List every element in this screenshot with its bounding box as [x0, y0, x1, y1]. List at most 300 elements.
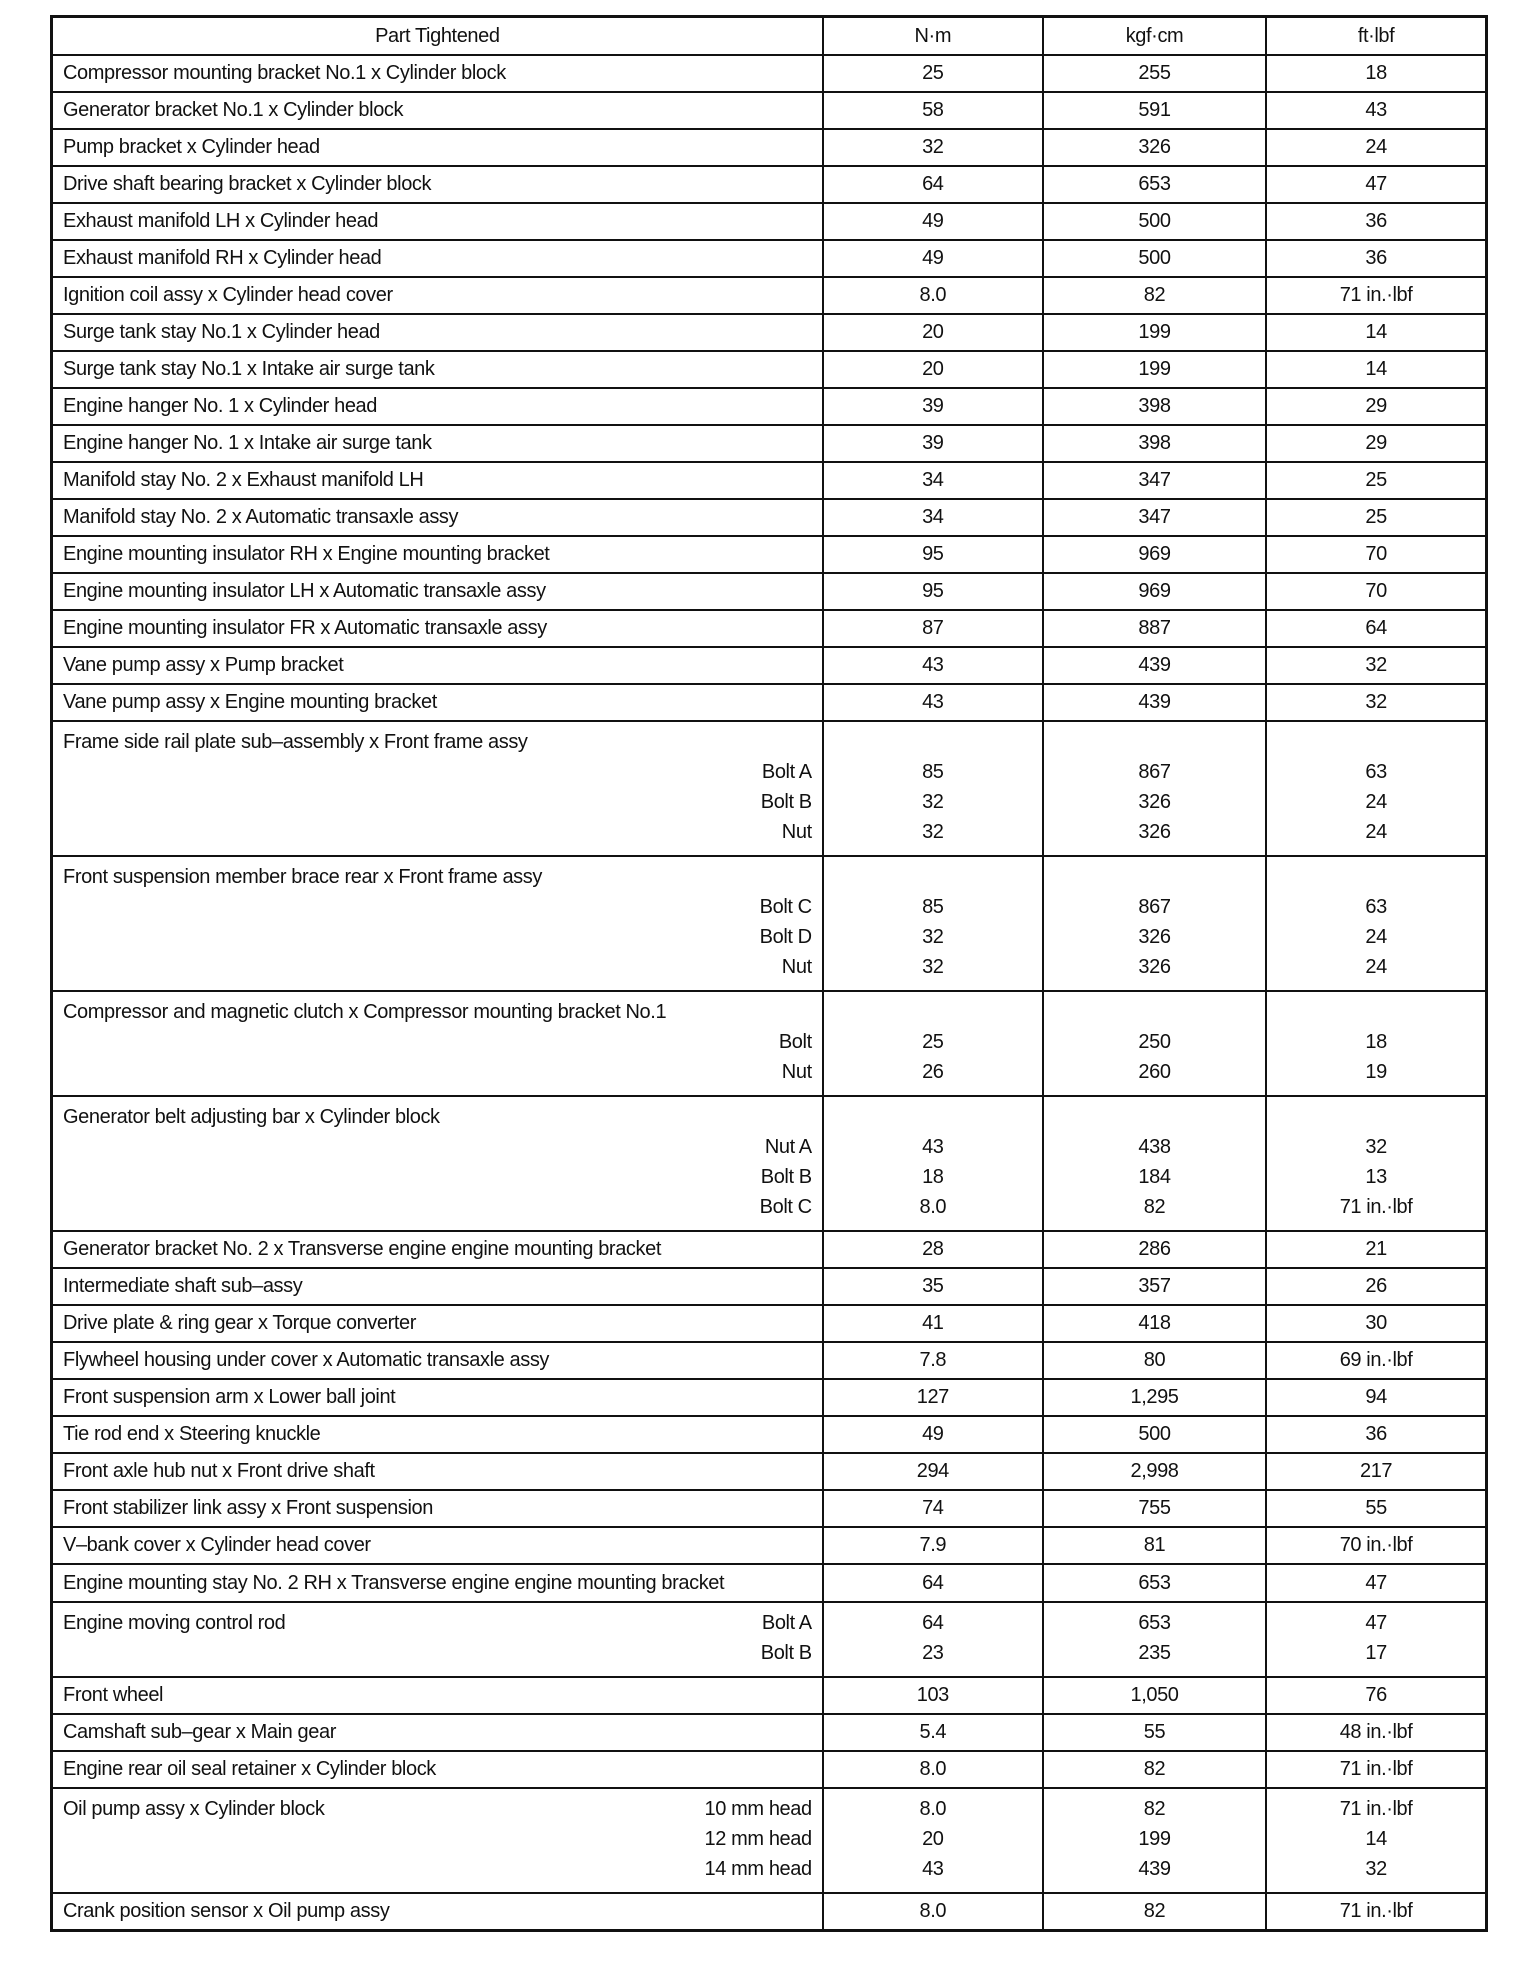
value-ft: 36 [1365, 1423, 1387, 1445]
ft-lbf-cell [1266, 351, 1486, 388]
value-nm: 5.4 [919, 1721, 947, 1743]
kgf-cm-cell [1043, 610, 1266, 647]
value-ft: 64 [1365, 617, 1387, 639]
value-nm: 49 [922, 1423, 944, 1445]
part-cell [52, 1602, 823, 1677]
line [63, 1824, 812, 1854]
value-nm: 8.0 [919, 1196, 947, 1218]
nm-cell [823, 351, 1043, 388]
table-row [52, 166, 1487, 203]
nm-cell [823, 314, 1043, 351]
value-ft: 63 [1365, 761, 1387, 783]
fastener-label: Bolt B [760, 1166, 812, 1188]
line [1054, 1715, 1255, 1750]
line [63, 315, 812, 350]
line [1054, 1894, 1255, 1929]
value-ft: 47 [1365, 173, 1387, 195]
value-kgf: 653 [1138, 1572, 1171, 1594]
line [1277, 685, 1475, 720]
table-row [52, 573, 1487, 610]
line [1054, 426, 1255, 461]
kgf-cm-cell [1043, 856, 1266, 991]
line [1277, 426, 1475, 461]
kgf-cm-cell [1043, 240, 1266, 277]
nm-cell [823, 1231, 1043, 1268]
line [834, 1343, 1032, 1378]
line [1054, 574, 1255, 609]
value-ft: 26 [1365, 1275, 1387, 1297]
nm-cell [823, 1893, 1043, 1931]
value-ft: 71 in.·lbf [1339, 1196, 1413, 1218]
line [1277, 1417, 1475, 1452]
line [1054, 1454, 1255, 1489]
part-label: Intermediate shaft sub–assy [63, 1275, 303, 1297]
line [1277, 1854, 1475, 1884]
part-cell [52, 647, 823, 684]
line [1277, 1824, 1475, 1854]
line [834, 463, 1032, 498]
line [63, 574, 812, 609]
line [1277, 1132, 1475, 1162]
value-ft: 71 in.·lbf [1339, 1900, 1413, 1922]
line [63, 1380, 812, 1415]
line [1277, 278, 1475, 313]
line [1054, 1232, 1255, 1267]
line [63, 1162, 812, 1192]
value-ft: 76 [1365, 1684, 1387, 1706]
line [1277, 787, 1475, 817]
line [834, 1715, 1032, 1750]
line [1054, 892, 1255, 922]
value-kgf: 653 [1138, 1612, 1171, 1634]
line [63, 817, 812, 847]
value-kgf: 235 [1138, 1642, 1171, 1664]
line [1277, 167, 1475, 202]
part-label: Compressor and magnetic clutch x Compressor mounting bracket No.1 [63, 1001, 667, 1023]
line [1277, 1491, 1475, 1526]
value-nm: 25 [922, 62, 944, 84]
value-ft: 36 [1365, 210, 1387, 232]
nm-cell [823, 610, 1043, 647]
line [1054, 1057, 1255, 1087]
table-row [52, 1231, 1487, 1268]
line [834, 648, 1032, 683]
ft-lbf-cell [1266, 1305, 1486, 1342]
line [834, 952, 1032, 982]
nm-cell [823, 55, 1043, 92]
value-nm: 18 [922, 1166, 944, 1188]
part-cell [52, 610, 823, 647]
value-ft: 14 [1365, 321, 1387, 343]
line [63, 1528, 812, 1563]
part-label: Surge tank stay No.1 x Cylinder head [63, 321, 380, 343]
line [63, 1794, 812, 1824]
part-label: Tie rod end x Steering knuckle [63, 1423, 321, 1445]
kgf-cm-cell [1043, 536, 1266, 573]
value-ft: 18 [1365, 1031, 1387, 1053]
line-spacer [1054, 997, 1255, 1027]
line [63, 727, 812, 757]
line [1277, 1343, 1475, 1378]
value-kgf: 250 [1138, 1031, 1171, 1053]
nm-cell [823, 991, 1043, 1096]
table-row [52, 277, 1487, 314]
line [1054, 648, 1255, 683]
ft-lbf-cell [1266, 610, 1486, 647]
value-nm: 95 [922, 543, 944, 565]
line [63, 1678, 812, 1713]
line [1054, 537, 1255, 572]
kgf-cm-cell [1043, 1342, 1266, 1379]
kgf-cm-cell [1043, 1751, 1266, 1788]
part-cell [52, 1096, 823, 1231]
value-nm: 34 [922, 469, 944, 491]
part-cell [52, 721, 823, 856]
line [834, 574, 1032, 609]
line [834, 611, 1032, 646]
line [1277, 352, 1475, 387]
line [834, 892, 1032, 922]
value-ft: 69 in.·lbf [1339, 1349, 1413, 1371]
line [834, 1192, 1032, 1222]
part-label: Pump bracket x Cylinder head [63, 136, 320, 158]
fastener-label: Bolt [778, 1031, 812, 1053]
table-row [52, 1268, 1487, 1305]
line [1054, 1343, 1255, 1378]
line [63, 862, 812, 892]
ft-lbf-cell [1266, 1602, 1486, 1677]
nm-cell [823, 1305, 1043, 1342]
value-nm: 64 [922, 1572, 944, 1594]
line [1277, 130, 1475, 165]
value-nm: 26 [922, 1061, 944, 1083]
value-ft: 32 [1365, 654, 1387, 676]
part-label: Front suspension arm x Lower ball joint [63, 1386, 396, 1408]
value-nm: 64 [922, 1612, 944, 1634]
value-kgf: 81 [1143, 1534, 1166, 1556]
kgf-cm-cell [1043, 1268, 1266, 1305]
kgf-cm-cell [1043, 1453, 1266, 1490]
part-label: Vane pump assy x Pump bracket [63, 654, 344, 676]
part-cell [52, 388, 823, 425]
part-label: Engine moving control rod [63, 1612, 286, 1634]
part-cell [52, 1527, 823, 1564]
value-ft: 29 [1365, 432, 1387, 454]
ft-lbf-cell [1266, 240, 1486, 277]
line-spacer [1277, 862, 1475, 892]
part-cell [52, 856, 823, 991]
line [1054, 1192, 1255, 1222]
line [834, 278, 1032, 313]
fastener-label: Bolt A [761, 761, 812, 783]
line [1054, 952, 1255, 982]
part-cell [52, 536, 823, 573]
part-cell [52, 1305, 823, 1342]
line [1054, 278, 1255, 313]
nm-cell [823, 573, 1043, 610]
value-kgf: 184 [1138, 1166, 1171, 1188]
value-nm: 8.0 [919, 1798, 947, 1820]
nm-cell [823, 499, 1043, 536]
value-nm: 43 [922, 1858, 944, 1880]
kgf-cm-cell [1043, 1096, 1266, 1231]
line [63, 1132, 812, 1162]
ft-lbf-cell [1266, 55, 1486, 92]
value-ft: 14 [1365, 1828, 1387, 1850]
ft-lbf-cell [1266, 647, 1486, 684]
kgf-cm-cell [1043, 55, 1266, 92]
part-label: Front wheel [63, 1684, 164, 1706]
value-ft: 32 [1365, 1136, 1387, 1158]
part-cell [52, 1490, 823, 1527]
line [63, 93, 812, 128]
line [1277, 892, 1475, 922]
value-nm: 294 [916, 1460, 949, 1482]
table-row [52, 1342, 1487, 1379]
line [1054, 817, 1255, 847]
value-kgf: 326 [1138, 956, 1171, 978]
value-ft: 70 in.·lbf [1339, 1534, 1413, 1556]
ft-lbf-cell [1266, 856, 1486, 991]
part-label: Engine mounting insulator LH x Automatic transaxle assy [63, 580, 546, 602]
ft-lbf-cell [1266, 499, 1486, 536]
line [834, 1162, 1032, 1192]
line [1054, 352, 1255, 387]
value-kgf: 887 [1138, 617, 1171, 639]
nm-cell [823, 721, 1043, 856]
line [834, 315, 1032, 350]
ft-lbf-cell [1266, 314, 1486, 351]
line [1277, 389, 1475, 424]
table-row [52, 721, 1487, 856]
value-ft: 71 in.·lbf [1339, 1798, 1413, 1820]
fastener-label: 14 mm head [704, 1858, 812, 1880]
value-nm: 43 [922, 654, 944, 676]
line [63, 537, 812, 572]
fastener-label: Bolt C [759, 1196, 812, 1218]
table-row [52, 1564, 1487, 1602]
line [63, 1491, 812, 1526]
line [1054, 130, 1255, 165]
value-nm: 85 [922, 896, 944, 918]
table-row [52, 462, 1487, 499]
line [63, 1192, 812, 1222]
value-ft: 43 [1365, 99, 1387, 121]
value-kgf: 347 [1138, 469, 1171, 491]
nm-cell [823, 684, 1043, 721]
kgf-cm-cell [1043, 1527, 1266, 1564]
torque-spec-table [50, 15, 1488, 1932]
value-nm: 23 [922, 1642, 944, 1664]
line [63, 1417, 812, 1452]
kgf-cm-cell [1043, 1231, 1266, 1268]
fastener-label: Nut A [764, 1136, 812, 1158]
kgf-cm-cell [1043, 647, 1266, 684]
value-kgf: 55 [1143, 1721, 1166, 1743]
line [1277, 1057, 1475, 1087]
value-ft: 17 [1365, 1642, 1387, 1664]
table-row [52, 425, 1487, 462]
line [63, 1057, 812, 1087]
ft-lbf-cell [1266, 1893, 1486, 1931]
part-cell [52, 1379, 823, 1416]
line [834, 1752, 1032, 1787]
value-nm: 87 [922, 617, 944, 639]
value-ft: 70 [1365, 580, 1387, 602]
value-nm: 43 [922, 691, 944, 713]
value-kgf: 326 [1138, 791, 1171, 813]
kgf-cm-cell [1043, 684, 1266, 721]
value-ft: 21 [1365, 1238, 1387, 1260]
line [63, 500, 812, 535]
part-cell [52, 499, 823, 536]
value-nm: 8.0 [919, 284, 947, 306]
value-nm: 64 [922, 173, 944, 195]
line-spacer [1277, 997, 1475, 1027]
line [834, 1491, 1032, 1526]
nm-cell [823, 1268, 1043, 1305]
line [63, 952, 812, 982]
nm-cell [823, 1677, 1043, 1714]
line [834, 1608, 1032, 1638]
line [1277, 757, 1475, 787]
part-label: Exhaust manifold LH x Cylinder head [63, 210, 379, 232]
line [1277, 611, 1475, 646]
line [1277, 1232, 1475, 1267]
part-label: Engine mounting stay No. 2 RH x Transverse engine engine mounting bracket [63, 1572, 725, 1594]
value-ft: 24 [1365, 926, 1387, 948]
kgf-cm-cell [1043, 1490, 1266, 1527]
ft-lbf-cell [1266, 277, 1486, 314]
part-cell [52, 203, 823, 240]
line-spacer [834, 862, 1032, 892]
kgf-cm-cell [1043, 1564, 1266, 1602]
nm-cell [823, 1564, 1043, 1602]
value-nm: 7.8 [919, 1349, 947, 1371]
value-nm: 39 [922, 395, 944, 417]
line [1054, 1752, 1255, 1787]
line [1277, 817, 1475, 847]
value-nm: 20 [922, 358, 944, 380]
ft-lbf-cell [1266, 388, 1486, 425]
line [834, 1417, 1032, 1452]
part-label: Front axle hub nut x Front drive shaft [63, 1460, 375, 1482]
line [1054, 1528, 1255, 1563]
nm-cell [823, 277, 1043, 314]
kgf-cm-cell [1043, 991, 1266, 1096]
table-row [52, 1490, 1487, 1527]
kgf-cm-cell [1043, 388, 1266, 425]
line [834, 1454, 1032, 1489]
value-nm: 32 [922, 956, 944, 978]
line [63, 892, 812, 922]
line [834, 167, 1032, 202]
kgf-cm-cell [1043, 129, 1266, 166]
value-kgf: 969 [1138, 580, 1171, 602]
nm-cell [823, 166, 1043, 203]
part-cell [52, 1231, 823, 1268]
line [63, 1269, 812, 1304]
part-cell [52, 1893, 823, 1931]
line [63, 1232, 812, 1267]
value-kgf: 82 [1143, 1196, 1166, 1218]
value-kgf: 398 [1138, 395, 1171, 417]
fastener-label: Nut [781, 821, 812, 843]
value-kgf: 199 [1138, 358, 1171, 380]
ft-lbf-cell [1266, 1677, 1486, 1714]
value-kgf: 439 [1138, 691, 1171, 713]
value-kgf: 199 [1138, 1828, 1171, 1850]
line [1277, 922, 1475, 952]
ft-lbf-cell [1266, 203, 1486, 240]
part-label: Compressor mounting bracket No.1 x Cylinder block [63, 62, 506, 84]
line [63, 167, 812, 202]
part-label: Engine mounting insulator RH x Engine mounting bracket [63, 543, 550, 565]
line [1277, 463, 1475, 498]
kgf-cm-cell [1043, 1714, 1266, 1751]
value-nm: 85 [922, 761, 944, 783]
ft-lbf-cell [1266, 1379, 1486, 1416]
line [1054, 1794, 1255, 1824]
line [1054, 1608, 1255, 1638]
line [834, 352, 1032, 387]
kgf-cm-cell [1043, 462, 1266, 499]
line [834, 537, 1032, 572]
line [63, 204, 812, 239]
line [834, 426, 1032, 461]
part-cell [52, 573, 823, 610]
line [1054, 787, 1255, 817]
part-cell [52, 425, 823, 462]
part-cell [52, 314, 823, 351]
table-row [52, 1096, 1487, 1231]
line [1054, 1824, 1255, 1854]
value-nm: 127 [916, 1386, 949, 1408]
line [834, 1027, 1032, 1057]
header-row [52, 17, 1487, 56]
line [1054, 1491, 1255, 1526]
ft-lbf-cell [1266, 1416, 1486, 1453]
value-ft: 63 [1365, 896, 1387, 918]
line [834, 1380, 1032, 1415]
part-label: Drive shaft bearing bracket x Cylinder block [63, 173, 432, 195]
kgf-cm-cell [1043, 1602, 1266, 1677]
line [1277, 1380, 1475, 1415]
line [1054, 685, 1255, 720]
table-row [52, 1453, 1487, 1490]
value-nm: 34 [922, 506, 944, 528]
line [834, 389, 1032, 424]
line [1277, 1638, 1475, 1668]
line [834, 757, 1032, 787]
table-row [52, 1527, 1487, 1564]
fastener-label: 10 mm head [704, 1798, 812, 1820]
line [834, 1824, 1032, 1854]
line [1054, 315, 1255, 350]
line [63, 1306, 812, 1341]
value-ft: 32 [1365, 1858, 1387, 1880]
value-nm: 32 [922, 926, 944, 948]
ft-lbf-cell [1266, 684, 1486, 721]
value-nm: 20 [922, 321, 944, 343]
ft-lbf-cell [1266, 1453, 1486, 1490]
part-cell [52, 462, 823, 499]
nm-cell [823, 1788, 1043, 1893]
nm-cell [823, 1490, 1043, 1527]
line [63, 922, 812, 952]
value-kgf: 260 [1138, 1061, 1171, 1083]
ft-lbf-cell [1266, 573, 1486, 610]
